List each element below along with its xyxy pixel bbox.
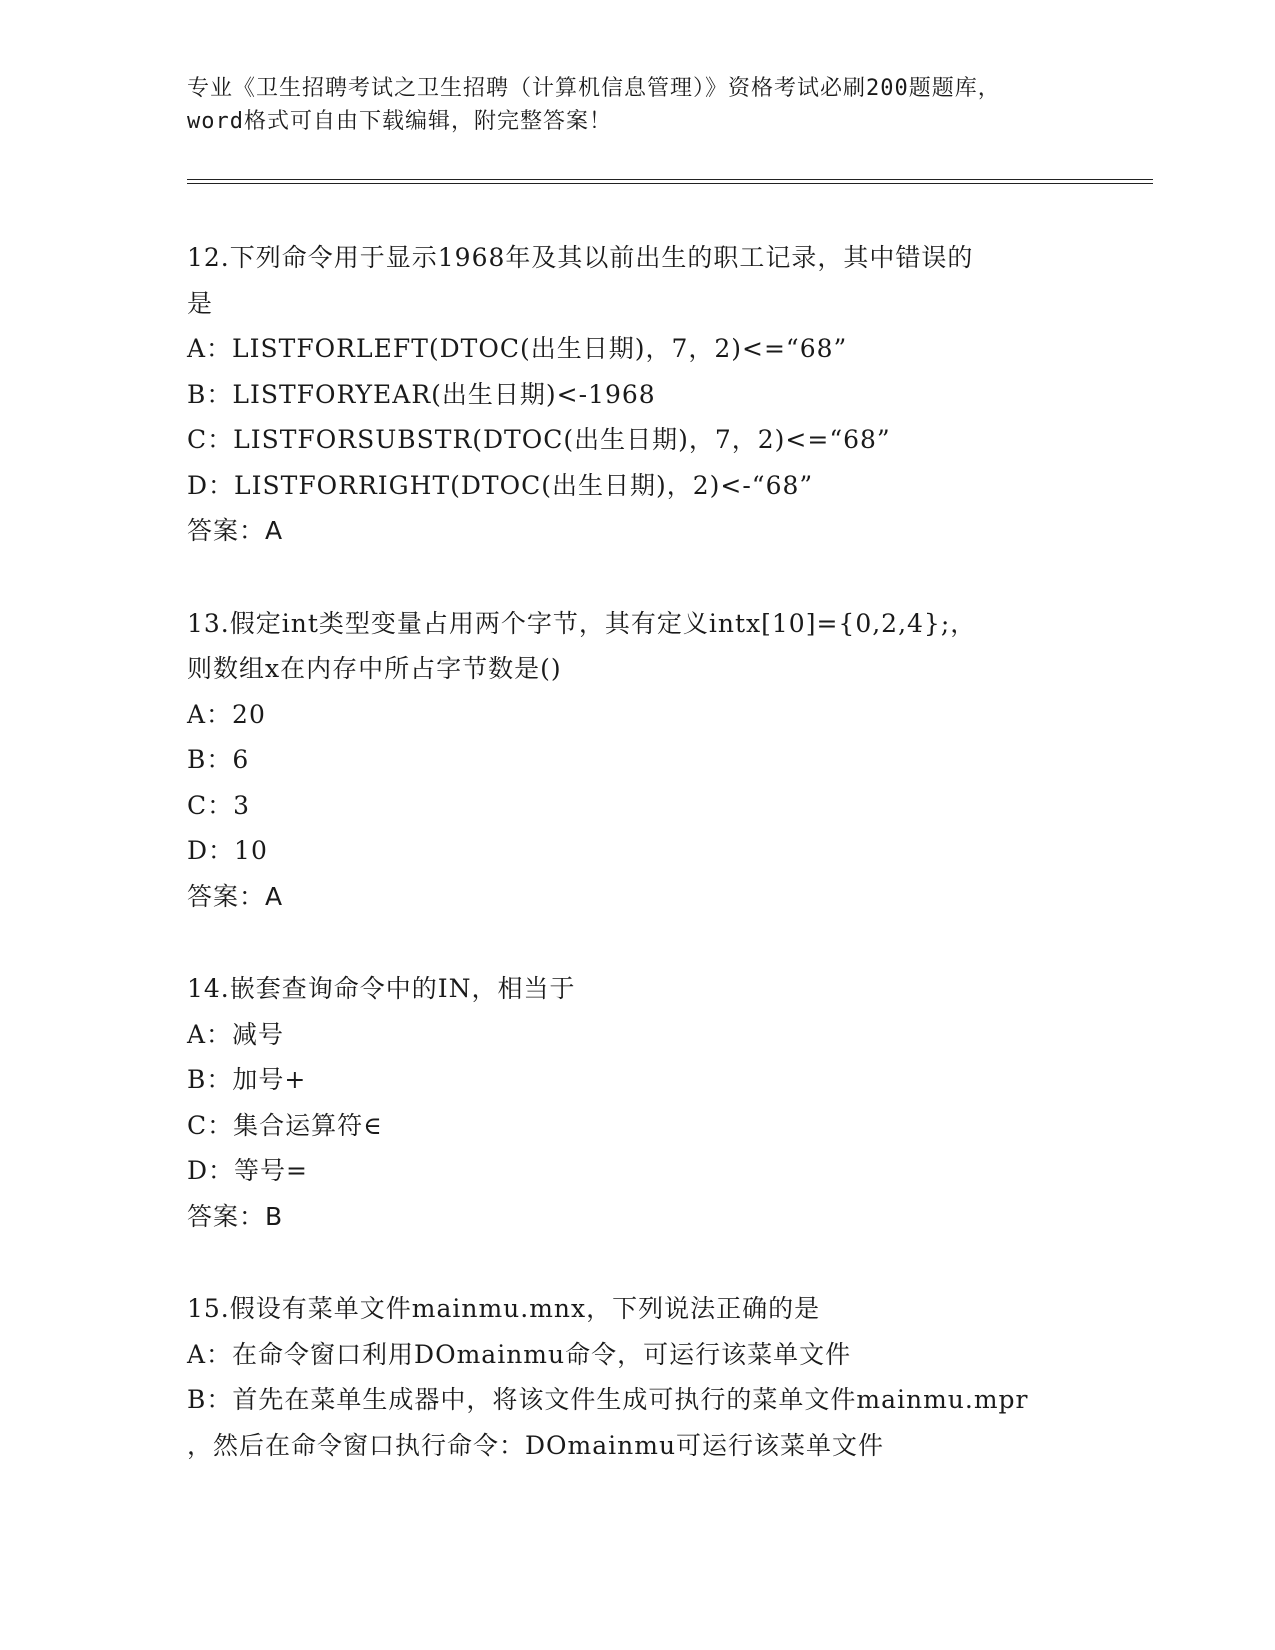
answer: 答案：A [187,881,284,911]
option-c: C：LISTFORSUBSTR(DTOC(出生日期)，7，2)<=“68” [187,425,891,454]
header-divider-bottom [187,183,1153,184]
option-b: B：LISTFORYEAR(出生日期)<-1968 [187,379,656,409]
header-divider-top [187,179,1153,180]
header-line-1: 专业《卫生招聘考试之卫生招聘（计算机信息管理）》资格考试必刷200题题库， [187,76,1001,101]
option-d: D：LISTFORRIGHT(DTOC(出生日期)，2)<-“68” [187,470,814,500]
question-list [187,235,1087,1468]
option-a: A：在命令窗口利用DOmainmu命令，可运行该菜单文件 [187,1339,852,1369]
question-stem: 14.嵌套查询命令中的IN，相当于 [187,974,576,1003]
option-a: A：LISTFORLEFT(DTOC(出生日期)，7，2)<=“68” [187,334,848,363]
answer: 答案：B [187,1201,284,1231]
answer: 答案：A [187,516,284,545]
option-a: A：减号 [187,1019,285,1049]
document-header [187,72,1087,138]
question-stem-continued: 是 [187,288,214,318]
question-stem: 15.假设有菜单文件mainmu.mnx，下列说法正确的是 [187,1294,821,1323]
question-stem: 12.下列命令用于显示1968年及其以前出生的职工记录，其中错误的 [187,243,974,272]
header-line-2: word格式可自由下载编辑，附完整答案！ [187,109,612,134]
option-d: D：10 [187,836,268,865]
question-stem: 13.假定int类型变量占用两个字节，其有定义intx[10]={0,2,4};， [187,608,977,638]
question-14 [187,966,1087,1239]
question-12 [187,235,1087,554]
option-c: C：3 [187,790,251,820]
option-b: B：加号+ [187,1065,307,1094]
option-a: A：20 [187,699,266,729]
option-d: D：等号= [187,1156,308,1185]
option-b: B：6 [187,745,250,774]
question-stem-continued: 则数组x在内存中所占字节数是() [187,654,562,683]
question-13 [187,601,1087,920]
question-15 [187,1286,1087,1468]
option-b: B：首先在菜单生成器中，将该文件生成可执行的菜单文件mainmu.mpr [187,1385,1029,1414]
option-c: C：集合运算符∈ [187,1110,383,1140]
option-b-continued: ，然后在命令窗口执行命令：DOmainmu可运行该菜单文件 [187,1430,885,1460]
